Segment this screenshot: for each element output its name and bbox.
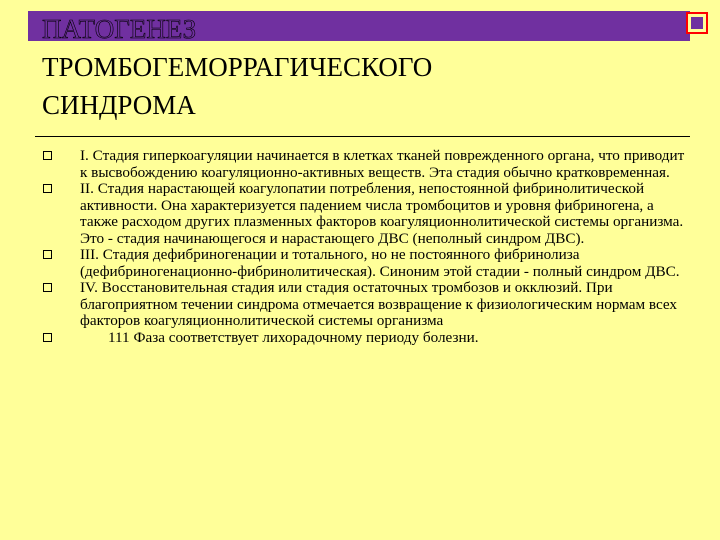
slide-title <box>42 10 662 124</box>
list-item-stage-4 <box>40 280 690 330</box>
square-bullet-icon <box>43 151 52 160</box>
list-item-text: IV. Восстановительная стадия или стадия остаточных тромбозов и окклюзий. При благоприятном течении синдрома отмечается возвращение к физиологическим нормам всех факторов коагуляционнолитической системы организма <box>80 279 678 329</box>
list-item-stage-2 <box>40 181 690 247</box>
list-item-stage-1 <box>40 148 690 181</box>
corner-decoration-fill <box>691 17 703 29</box>
square-bullet-icon <box>43 184 52 193</box>
title-line-3: СИНДРОМА <box>42 90 196 120</box>
list-item-text: I. Стадия гиперкоагуляции начинается в клетках тканей поврежденного органа, что приводит к высвобождению коагуляционно-активных веществ. Эта стадия обычно кратковременная. <box>80 147 685 181</box>
corner-decoration <box>686 12 708 34</box>
list-item-stage-3 <box>40 247 690 280</box>
title-divider <box>35 136 690 137</box>
square-bullet-icon <box>43 250 52 259</box>
stages-list <box>40 148 690 346</box>
square-bullet-icon <box>43 333 52 342</box>
list-item-text: 111 Фаза соответствует лихорадочному периоду болезни. <box>108 328 479 346</box>
list-item-text: II. Стадия нарастающей коагулопатии потребления, непостоянной фибринолитической активности. Она характеризуется падением числа тромбоцитов и уровня фибриногена, а также расходом других плазменных факторов коагуляционнолитической системы организма. Это - стадия начинающегося и нарастающего ДВС (неполный синдром ДВС). <box>80 180 684 247</box>
list-item-text: III. Стадия дефибриногенации и тотального, но не постоянного фибринолиза (дефибриногенационно-фибринолитическая). Синоним этой стадии - полный синдром ДВС. <box>80 246 680 280</box>
title-line-1: ПАТОГЕНЕЗ <box>42 14 197 44</box>
list-item-phase-note <box>40 330 690 347</box>
square-bullet-icon <box>43 283 52 292</box>
title-line-2: ТРОМБОГЕМОРРАГИЧЕСКОГО <box>42 52 433 82</box>
